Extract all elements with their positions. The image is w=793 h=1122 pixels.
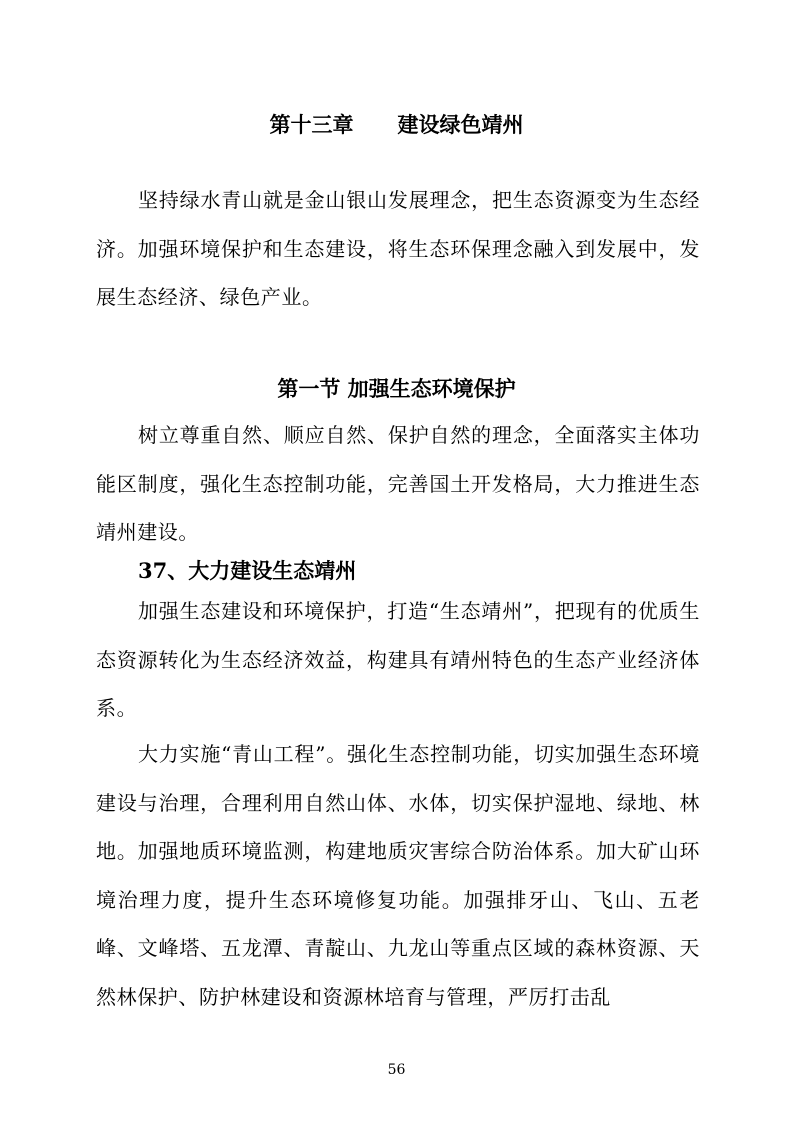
page-number: 56 <box>387 1062 406 1078</box>
body-paragraph-1: 加强生态建设和环境保护，打造“生态靖州”，把现有的优质生态资源转化为生态经济效益，构建具有靖州特色的生态产业经济体系。 <box>96 599 700 720</box>
intro-paragraph: 坚持绿水青山就是金山银山发展理念，把生态资源变为生态经济。加强环境保护和生态建设，将生态环保理念融入到发展中，发展生态经济、绿色产业。 <box>96 188 700 309</box>
subsection-heading: 37、大力建设生态靖州 <box>138 558 357 583</box>
section-paragraph: 树立尊重自然、顺应自然、保护自然的理念，全面落实主体功能区制度，强化生态控制功能，完善国土开发格局，大力推进生态靖州建设。 <box>96 423 700 544</box>
section-heading: 第一节 加强生态环境保护 <box>277 376 516 401</box>
chapter-title: 建设绿色靖州 <box>397 113 524 137</box>
chapter-heading <box>0 110 793 140</box>
body-paragraph-2: 大力实施“青山工程”。强化生态控制功能，切实加强生态环境建设与治理，合理利用自然山体、水体，切实保护湿地、绿地、林地。加强地质环境监测，构建地质灾害综合防治体系。加大矿山环境治理力度，提升生态环境修复功能。加强排牙山、飞山、五老峰、文峰塔、五龙潭、青靛山、九龙山等重点区域的森林资源、天然林保护、防护林建设和资源林培育与管理，严厉打击乱 <box>96 742 700 1009</box>
chapter-number: 第十三章 <box>269 113 354 137</box>
